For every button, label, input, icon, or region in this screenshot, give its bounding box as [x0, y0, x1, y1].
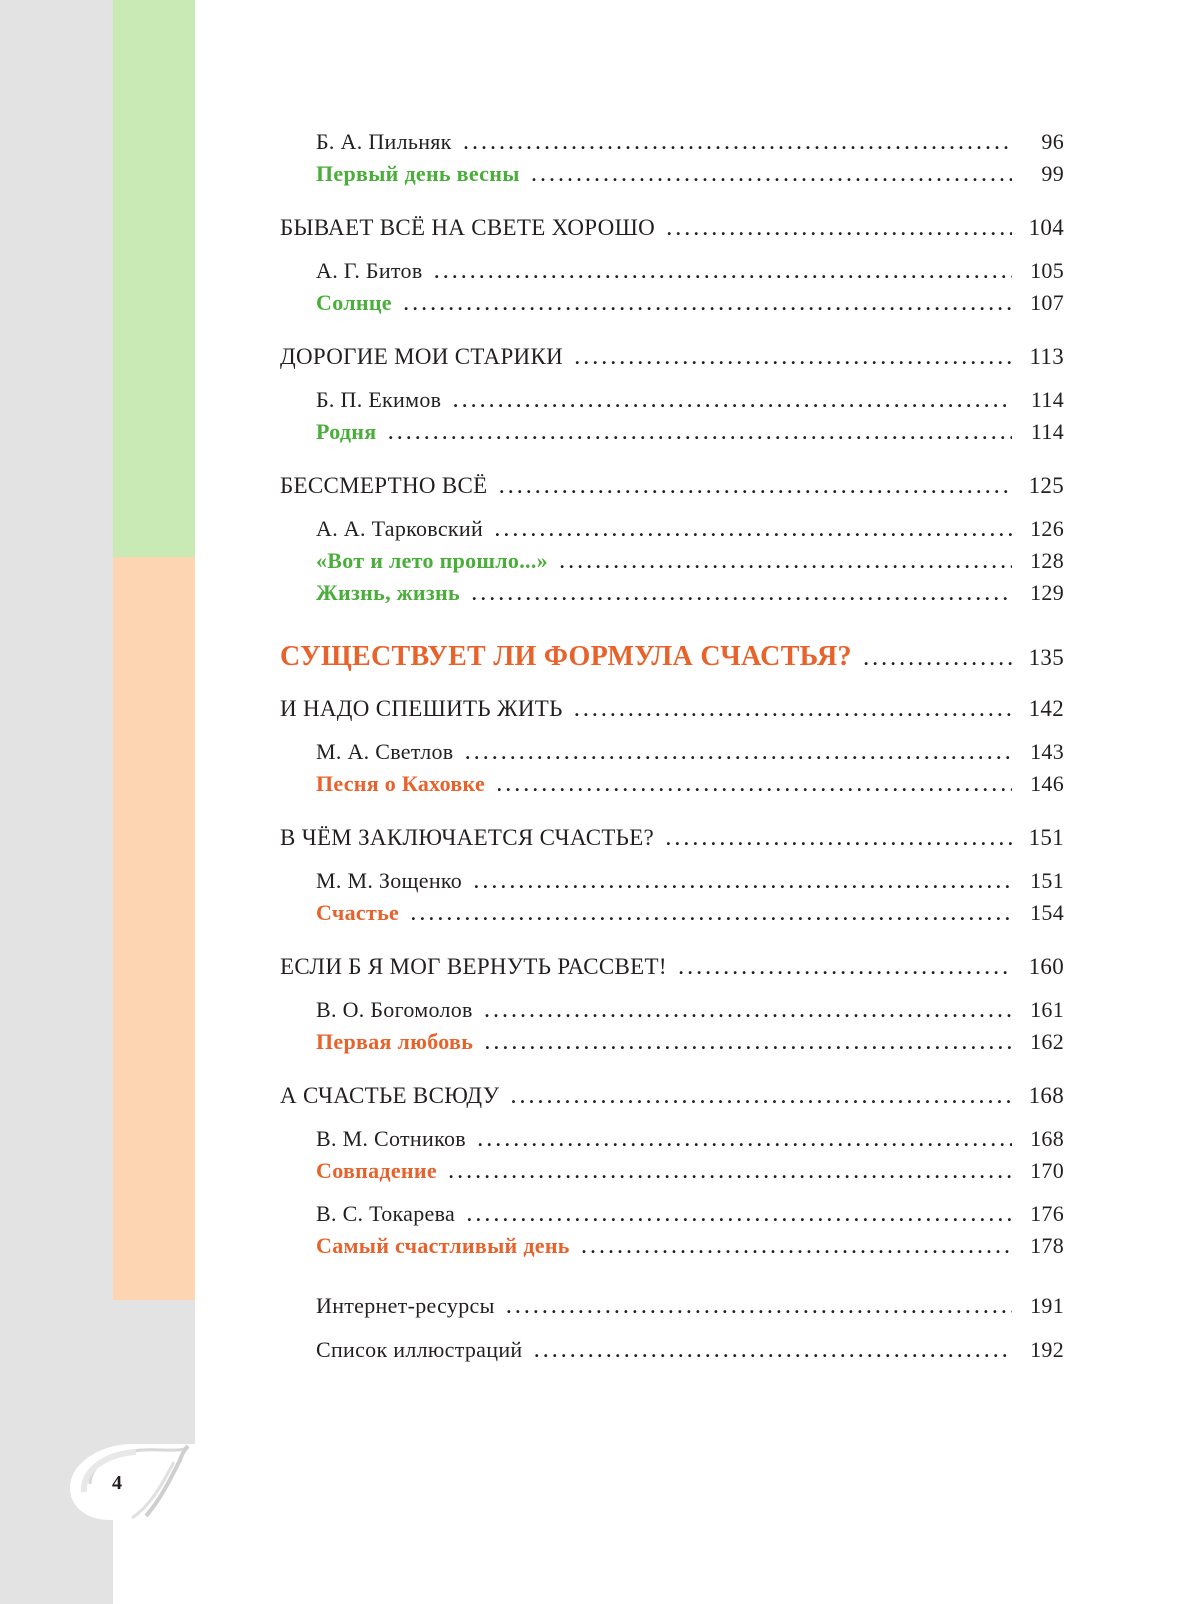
toc-label: Первая любовь — [316, 1029, 474, 1054]
toc-page: 129 — [1030, 580, 1064, 605]
toc-label: Песня о Каховке — [316, 771, 486, 796]
toc-page: 191 — [1030, 1293, 1064, 1318]
toc-appendix[interactable] — [280, 1290, 1064, 1322]
toc-label: В. М. Сотников — [316, 1126, 466, 1151]
toc-author[interactable] — [280, 994, 1064, 1026]
dot-leader — [404, 288, 1012, 320]
dot-leader — [666, 823, 1012, 855]
chapter-band-green — [113, 0, 195, 557]
dot-leader — [449, 1156, 1012, 1188]
toc-label: М. М. Зощенко — [316, 868, 463, 893]
toc-page: 104 — [1028, 215, 1064, 240]
toc-page: 113 — [1029, 344, 1064, 369]
dot-leader — [679, 952, 1012, 984]
toc-page: 146 — [1030, 771, 1064, 796]
toc-page: 142 — [1028, 696, 1064, 721]
dot-leader — [511, 1081, 1012, 1113]
toc-label: ДОРОГИЕ МОИ СТАРИКИ — [280, 344, 564, 369]
dot-leader — [485, 995, 1012, 1027]
dot-leader — [485, 1027, 1012, 1059]
dot-leader — [472, 578, 1012, 610]
toc-page: 126 — [1030, 516, 1064, 541]
toc-label: Список иллюстраций — [316, 1337, 523, 1362]
toc-label: Самый счастливый день — [316, 1233, 570, 1258]
toc-label: СУЩЕСТВУЕТ ЛИ ФОРМУЛА СЧАСТЬЯ? — [280, 641, 852, 672]
toc-page: 128 — [1030, 548, 1064, 573]
page-number: 4 — [112, 1472, 122, 1494]
toc-page: 114 — [1030, 387, 1064, 412]
toc-label: И НАДО СПЕШИТЬ ЖИТЬ — [280, 696, 563, 721]
toc-page: 107 — [1030, 290, 1064, 315]
dot-leader — [667, 213, 1012, 245]
side-strip — [0, 0, 113, 1604]
toc-author[interactable] — [280, 126, 1064, 158]
dot-leader — [499, 471, 1012, 503]
toc-label: В. О. Богомолов — [316, 997, 473, 1022]
toc-section[interactable] — [280, 951, 1064, 983]
toc-page: 151 — [1030, 868, 1064, 893]
toc-label: Совпадение — [316, 1158, 437, 1183]
dot-leader — [411, 898, 1012, 930]
dot-leader — [582, 1231, 1012, 1263]
toc-label: М. А. Светлов — [316, 739, 454, 764]
toc-label: В ЧЁМ ЗАКЛЮЧАЕТСЯ СЧАСТЬЕ? — [280, 825, 655, 850]
table-of-contents — [280, 126, 1064, 1366]
toc-label: Б. П. Екимов — [316, 387, 442, 412]
toc-work[interactable] — [280, 545, 1064, 577]
toc-page: 170 — [1030, 1158, 1064, 1183]
dot-leader — [495, 514, 1012, 546]
toc-work[interactable] — [280, 416, 1064, 448]
dot-leader — [464, 127, 1012, 159]
dot-leader — [474, 866, 1012, 898]
toc-appendix[interactable] — [280, 1334, 1064, 1366]
dot-leader — [497, 769, 1012, 801]
toc-page: 192 — [1030, 1337, 1064, 1362]
chapter-band-peach — [113, 557, 195, 1300]
toc-label: Б. А. Пильняк — [316, 129, 452, 154]
dot-leader — [507, 1291, 1012, 1323]
toc-page: 160 — [1028, 954, 1064, 979]
dot-leader — [534, 1335, 1012, 1367]
toc-work[interactable] — [280, 158, 1064, 190]
toc-page: 151 — [1028, 825, 1064, 850]
toc-page: 96 — [1041, 129, 1064, 154]
toc-label: ЕСЛИ Б Я МОГ ВЕРНУТЬ РАССВЕТ! — [280, 954, 667, 979]
toc-author[interactable] — [280, 1198, 1064, 1230]
toc-author[interactable] — [280, 736, 1064, 768]
toc-page: 99 — [1041, 161, 1064, 186]
dot-leader — [575, 342, 1012, 374]
toc-author[interactable] — [280, 865, 1064, 897]
toc-label: БЕССМЕРТНО ВСЁ — [280, 473, 488, 498]
dot-leader — [453, 385, 1012, 417]
toc-author[interactable] — [280, 384, 1064, 416]
dot-leader — [465, 737, 1012, 769]
toc-work[interactable] — [280, 287, 1064, 319]
toc-page: 162 — [1030, 1029, 1064, 1054]
dot-leader — [478, 1124, 1012, 1156]
toc-label: БЫВАЕТ ВСЁ НА СВЕТЕ ХОРОШО — [280, 215, 655, 240]
toc-page: 161 — [1030, 997, 1064, 1022]
dot-leader — [467, 1199, 1012, 1231]
toc-label: Интернет-ресурсы — [316, 1293, 495, 1318]
toc-label: А СЧАСТЬЕ ВСЮДУ — [280, 1083, 500, 1108]
toc-work[interactable] — [280, 768, 1064, 800]
toc-section[interactable] — [280, 822, 1064, 854]
toc-page: 154 — [1030, 900, 1064, 925]
toc-label: Счастье — [316, 900, 400, 925]
toc-work[interactable] — [280, 1026, 1064, 1058]
toc-section[interactable] — [280, 212, 1064, 244]
toc-page: 143 — [1030, 739, 1064, 764]
toc-page: 176 — [1030, 1201, 1064, 1226]
dot-leader — [864, 641, 1012, 677]
toc-section[interactable] — [280, 1080, 1064, 1112]
toc-page: 178 — [1030, 1233, 1064, 1258]
toc-author[interactable] — [280, 1123, 1064, 1155]
toc-work[interactable] — [280, 1155, 1064, 1187]
toc-label: В. С. Токарева — [316, 1201, 456, 1226]
toc-label: «Вот и лето прошло...» — [316, 548, 548, 573]
toc-label: А. А. Тарковский — [316, 516, 484, 541]
toc-label: А. Г. Битов — [316, 258, 423, 283]
dot-leader — [388, 417, 1012, 449]
toc-work[interactable] — [280, 897, 1064, 929]
toc-page: 105 — [1030, 258, 1064, 283]
dot-leader — [435, 256, 1012, 288]
dot-leader — [575, 694, 1012, 726]
toc-page: 168 — [1028, 1083, 1064, 1108]
toc-page: 168 — [1030, 1126, 1064, 1151]
toc-page: 114 — [1030, 419, 1064, 444]
toc-label: Солнце — [316, 290, 392, 315]
toc-author[interactable] — [280, 255, 1064, 287]
toc-label: Первый день весны — [316, 161, 520, 186]
dot-leader — [560, 546, 1012, 578]
toc-section[interactable] — [280, 693, 1064, 725]
toc-page: 135 — [1028, 645, 1064, 670]
toc-work[interactable] — [280, 577, 1064, 609]
toc-work[interactable] — [280, 1230, 1064, 1262]
toc-label: Родня — [316, 419, 377, 444]
toc-part-heading[interactable] — [280, 639, 1064, 675]
toc-section[interactable] — [280, 341, 1064, 373]
toc-section[interactable] — [280, 470, 1064, 502]
dot-leader — [532, 159, 1012, 191]
toc-author[interactable] — [280, 513, 1064, 545]
toc-page: 125 — [1028, 473, 1064, 498]
toc-label: Жизнь, жизнь — [316, 580, 460, 605]
